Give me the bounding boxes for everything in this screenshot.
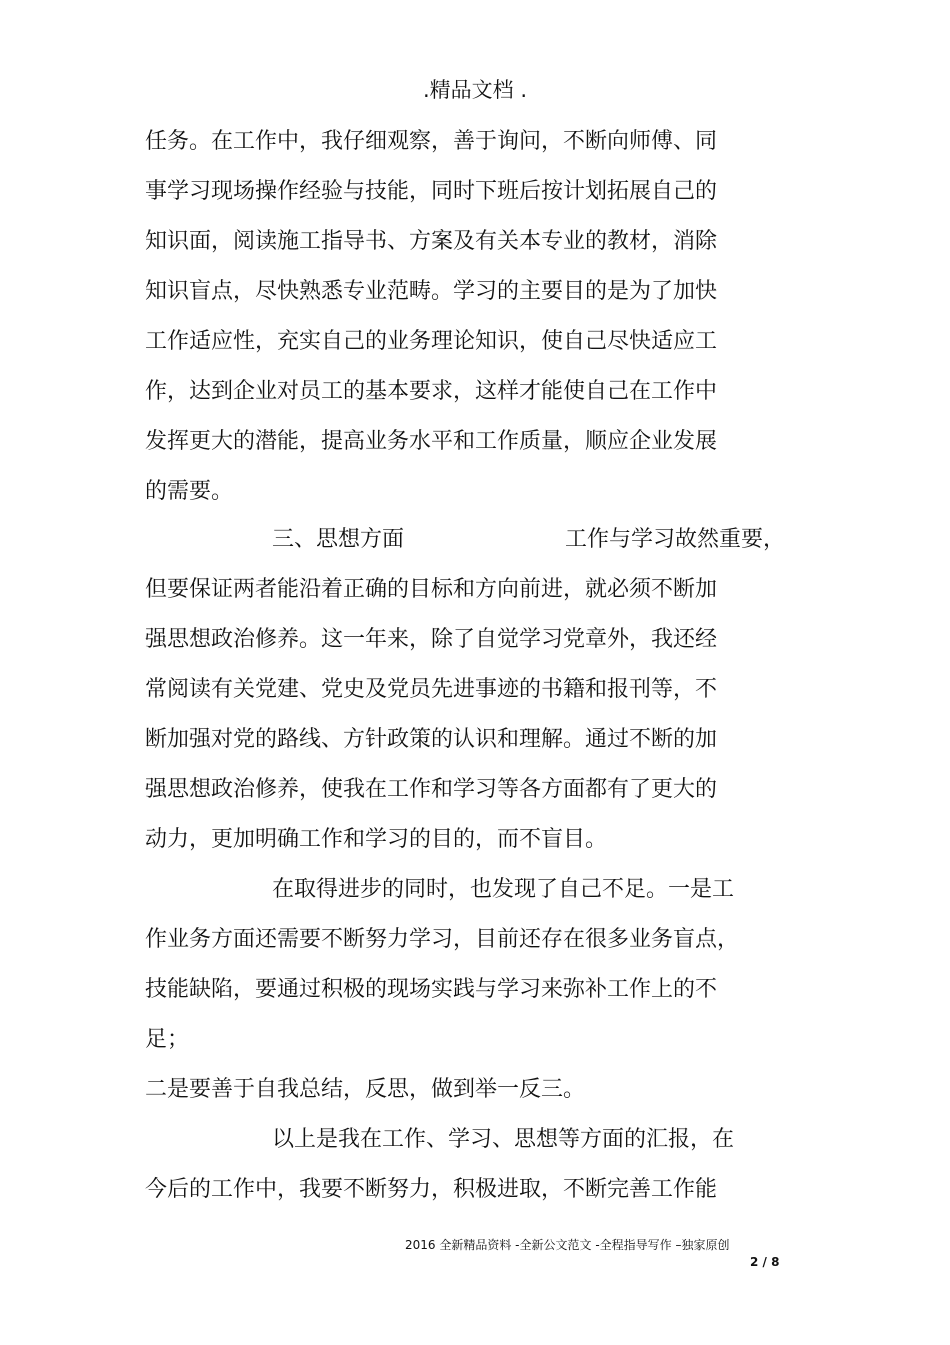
body-line: 强思想政治修养。这一年来，除了自觉学习党章外，我还经 (145, 627, 718, 652)
body-line: 工作与学习故然重要， (565, 527, 786, 552)
body-line: 二是要善于自我总结，反思，做到举一反三。 (145, 1077, 586, 1102)
body-line: 的需要。 (145, 479, 234, 504)
document-footer: 2016 全新精品资料 -全新公文范文 -全程指导写作 –独家原创 (405, 1238, 730, 1252)
body-line: 作业务方面还需要不断努力学习，目前还存在很多业务盲点， (145, 927, 740, 952)
body-line: 在取得进步的同时，也发现了自己不足。一是工 (272, 877, 735, 902)
section-heading: 三、思想方面 (272, 527, 405, 552)
body-line: 工作适应性，充实自己的业务理论知识，使自己尽快适应工 (145, 329, 718, 354)
body-line: 作，达到企业对员工的基本要求，这样才能使自己在工作中 (145, 379, 718, 404)
body-line: 以上是我在工作、学习、思想等方面的汇报，在 (272, 1127, 735, 1152)
body-line: 断加强对党的路线、方针政策的认识和理解。通过不断的加 (145, 727, 718, 752)
body-line: 技能缺陷，要通过积极的现场实践与学习来弥补工作上的不 (145, 977, 718, 1002)
body-line: 事学习现场操作经验与技能，同时下班后按计划拓展自己的 (145, 179, 718, 204)
document-header: .精品文档 . (422, 78, 528, 102)
body-line: 但要保证两者能沿着正确的目标和方向前进，就必须不断加 (145, 577, 718, 602)
page-number: 2 / 8 (750, 1255, 780, 1269)
body-line: 任务。在工作中，我仔细观察，善于询问，不断向师傅、同 (145, 129, 718, 154)
body-line: 今后的工作中，我要不断努力，积极进取，不断完善工作能 (145, 1177, 718, 1202)
body-line: 足； (145, 1027, 190, 1052)
body-line: 发挥更大的潜能，提高业务水平和工作质量，顺应企业发展 (145, 429, 718, 454)
body-line: 动力，更加明确工作和学习的目的，而不盲目。 (145, 827, 608, 852)
body-line: 常阅读有关党建、党史及党员先进事迹的书籍和报刊等，不 (145, 677, 718, 702)
body-line: 知识盲点，尽快熟悉专业范畴。学习的主要目的是为了加快 (145, 279, 718, 304)
body-line: 知识面，阅读施工指导书、方案及有关本专业的教材，消除 (145, 229, 718, 254)
body-line: 强思想政治修养，使我在工作和学习等各方面都有了更大的 (145, 777, 718, 802)
